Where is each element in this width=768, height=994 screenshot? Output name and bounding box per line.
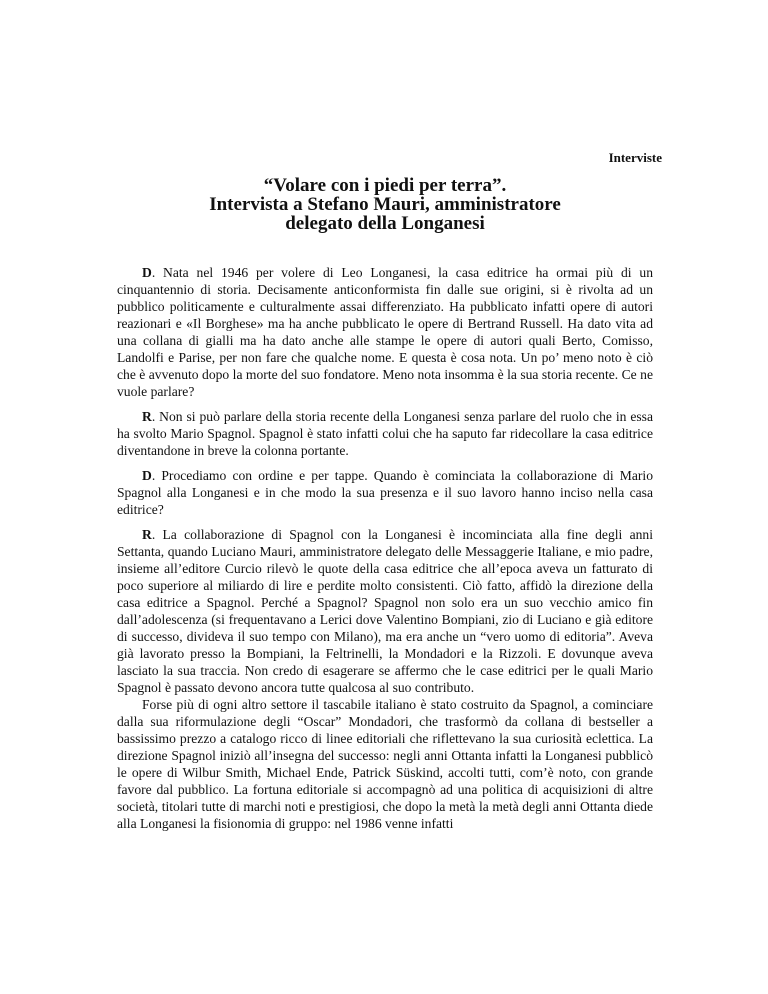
title-line-2: Intervista a Stefano Mauri, amministratore [209,194,561,215]
title-line-1: “Volare con i piedi per terra”. [263,175,507,196]
paragraph-question-1 [117,264,653,400]
paragraph-text: Forse più di ogni altro settore il tascabile italiano è stato costruito da Spagnol, a cominciare dalla sua riformulazione degli “Oscar” Mondadori, che trasformò da collana di bestseller a bassissimo prezzo a catalogo ricco di linee editoriali che riflettevano la sua curiosità eclettica. La direzione Spagnol iniziò all’insegna del successo: negli anni Ottanta infatti la Longanesi pubblicò le opere di Wilbur Smith, Michael Ende, Patrick Süskind, accolti tutti, com’è noto, con grande favore dal pubblico. La fortuna editoriale si accompagnò ad una politica di acquisizioni di altre società, titolari tutte di marchi noti e prestigiosi, che dopo la metà la metà degli anni Ottanta diede alla Longanesi la fisionomia di gruppo: nel 1986 venne infatti [117,697,653,831]
paragraph-text: . Procediamo con ordine e per tappe. Quando è cominciata la collaborazione di Mario Spagnol alla Longanesi e in che modo la sua presenza e il suo lavoro hanno inciso nella casa editrice? [117,468,653,517]
article-body [117,264,653,832]
paragraph-question-2 [117,467,653,518]
speaker-label: R [142,527,152,542]
speaker-label: R [142,409,152,424]
paragraph-text: . La collaborazione di Spagnol con la Longanesi è incominciata alla fine degli anni Settanta, quando Luciano Mauri, amministratore delegato delle Messaggerie Italiane, e mio padre, insieme all’editore Curcio rilevò le quote della casa editrice che all’epoca aveva un fatturato di poco superiore al miliardo di lire e perdite molto consistenti. Ciò fatto, affidò la direzione della casa editrice a Spagnol. Perché a Spagnol? Spagnol non solo era un suo vecchio amico fin dall’adolescenza (si frequentavano a Lerici dove Valentino Bompiani, zio di Luciano e già editore di successo, divideva il suo tempo con Milano), ma era anche un “vero uomo di editoria”. Aveva già lavorato presso la Bompiani, la Feltrinelli, la Mondadori e la Rizzoli. E dovunque aveva lasciato la sua traccia. Non credo di esagerare se affermo che le case editrici per le quali Mario Spagnol è passato devono ancora tutte qualcosa al suo contributo. [117,527,653,695]
paragraph-answer-2 [117,526,653,696]
paragraph-text: . Nata nel 1946 per volere di Leo Longanesi, la casa editrice ha ormai più di un cinquantennio di storia. Decisamente anticonformista fin dalle sue origini, si è rivolta ad un pubblico politicamente e culturalmente assai differenziato. Ha pubblicato infatti opere di autori reazionari e «Il Borghese» ma ha anche pubblicato le opere di Bertrand Russell. Ha dato vita ad una collana di gialli ma ha dato anche alle stampe le opere di autori quali Berto, Comisso, Landolfi e Parise, per non fare che qualche nome. E questa è cosa nota. Un po’ meno noto è ciò che è avvenuto dopo la morte del suo fondatore. Meno nota insomma è la sua storia recente. Ce ne vuole parlare? [117,265,653,399]
speaker-label: D [142,265,152,280]
paragraph-answer-1 [117,408,653,459]
article-title [150,176,620,233]
paragraph-answer-2-continued [117,696,653,832]
paragraph-text: . Non si può parlare della storia recente della Longanesi senza parlare del ruolo che in essa ha svolto Mario Spagnol. Spagnol è stato infatti colui che ha saputo far ridecollare la casa editrice diventandone in breve la colonna portante. [117,409,653,458]
speaker-label: D [142,468,152,483]
title-line-3: delegato della Longanesi [285,213,485,234]
section-label: Interviste [608,150,662,165]
